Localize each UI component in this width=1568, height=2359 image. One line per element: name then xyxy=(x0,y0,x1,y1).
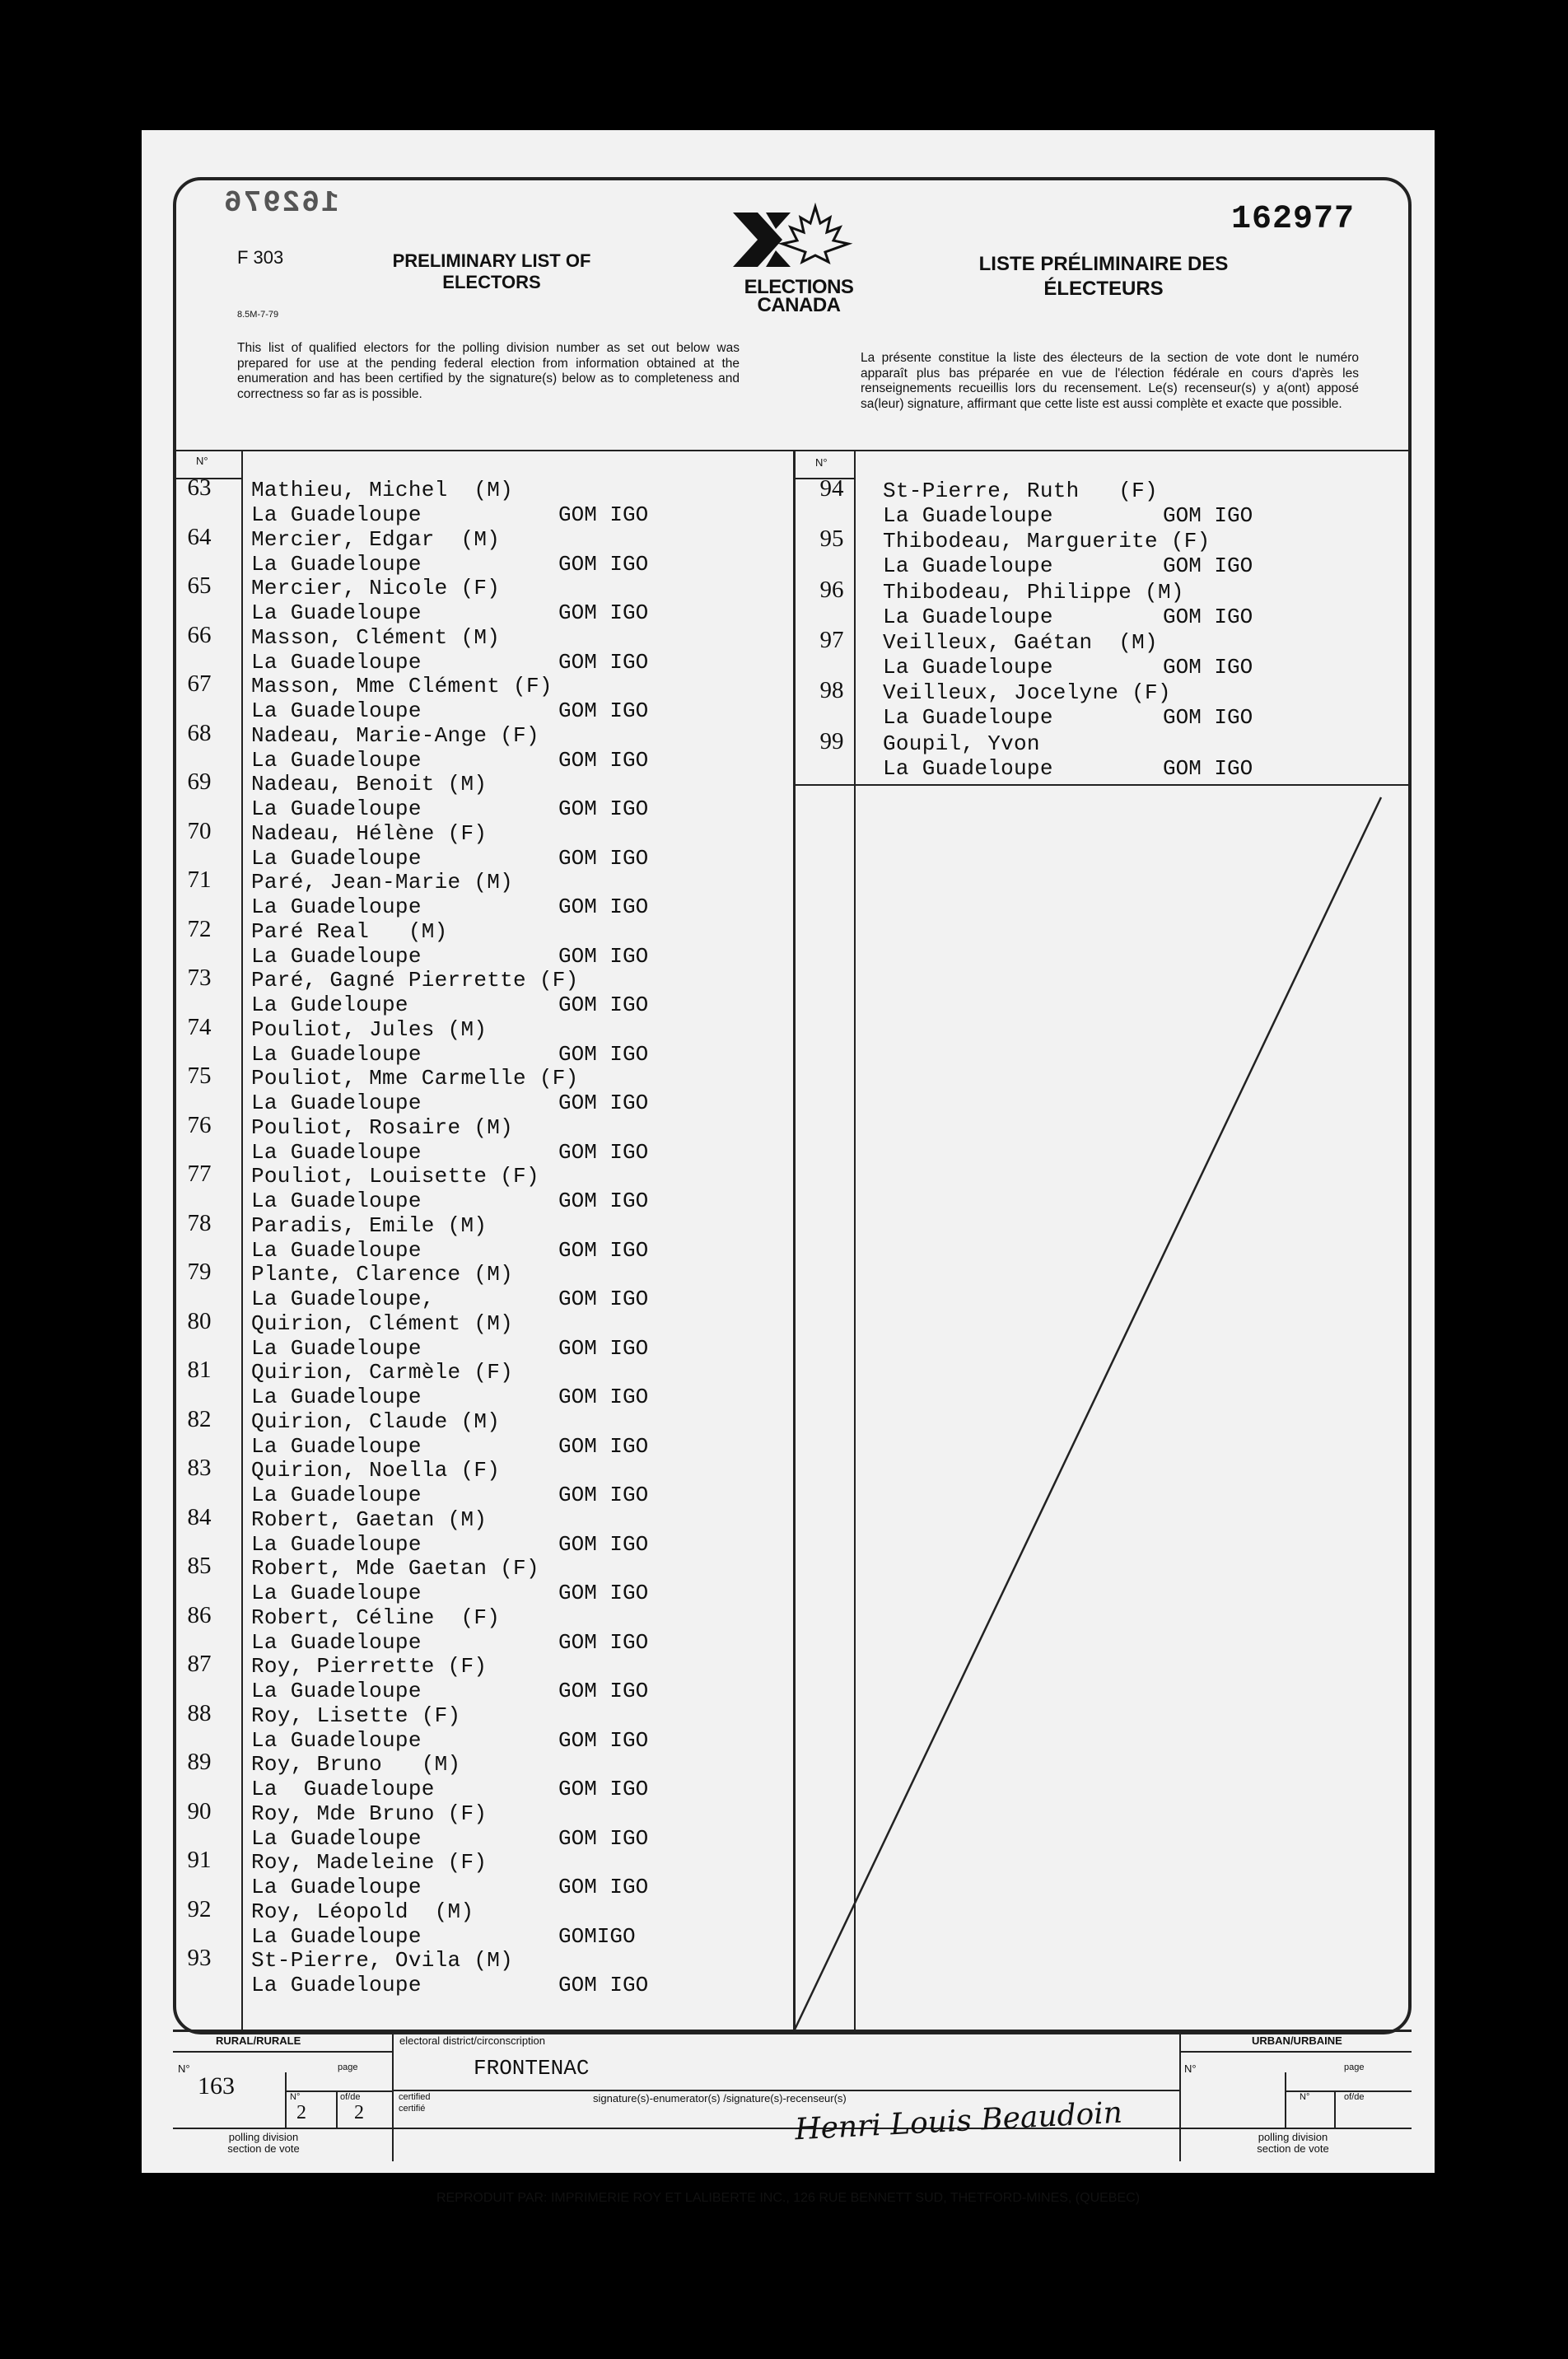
elector-postal-code: GOM IGO xyxy=(558,551,649,577)
elector-address: La Guadeloupe xyxy=(251,1189,422,1213)
polling-label: polling division xyxy=(228,2131,299,2143)
elector-postal-code: GOM IGO xyxy=(558,747,649,773)
elector-number: 64 xyxy=(187,523,212,550)
elector-postal-code: GOM IGO xyxy=(558,895,649,919)
elector-number: 98 xyxy=(819,677,844,704)
elector-name: Goupil, Yvon xyxy=(883,731,1040,756)
elector-postal-code: GOM IGO xyxy=(558,1091,649,1115)
elector-name: Paré, Gagné Pierrette (F) xyxy=(251,968,579,993)
print-code: 8.5M-7-79 xyxy=(237,310,279,320)
elector-number: 88 xyxy=(187,1699,212,1726)
elector-postal-code: GOM IGO xyxy=(558,993,649,1017)
elector-number: 68 xyxy=(187,719,212,746)
elector-number: 85 xyxy=(187,1553,212,1579)
rural-page-no-label: N° xyxy=(290,2092,301,2102)
urban-label: URBAN/URBAINE xyxy=(1252,2034,1342,2047)
elector-address: La Guadeloupe xyxy=(251,1433,422,1459)
signature-label: signature(s)-enumerator(s) /signature(s)-recenseur(s) xyxy=(593,2092,847,2104)
elector-name: Robert, Mde Gaetan (F) xyxy=(251,1556,539,1581)
elector-name: Quirion, Carmèle (F) xyxy=(251,1360,514,1385)
elector-number: 66 xyxy=(187,621,212,648)
elector-name: Paré, Jean-Marie (M) xyxy=(251,870,514,895)
elector-number: 97 xyxy=(819,626,844,653)
certified-label: certified xyxy=(399,2092,431,2102)
elector-name: Nadeau, Hélène (F) xyxy=(251,820,488,846)
elector-number: 90 xyxy=(187,1797,212,1824)
footer-top-rule xyxy=(173,2030,1412,2032)
elector-address: La Guadeloupe xyxy=(251,1777,435,1801)
mirrored-stamp: 162976 xyxy=(222,186,339,220)
elector-name: Mathieu, Michel (M) xyxy=(251,478,514,502)
elector-name: Mercier, Edgar (M) xyxy=(251,526,501,552)
elector-postal-code: GOM IGO xyxy=(558,1531,649,1557)
elector-name: Paré Real (M) xyxy=(251,918,448,944)
elector-name: Masson, Mme Clément (F) xyxy=(251,674,553,698)
urban-label-rule xyxy=(1179,2051,1412,2053)
elector-address: La Guadeloupe xyxy=(883,654,1053,680)
form-code: F 303 xyxy=(237,247,284,268)
elector-address: La Guadeloupe xyxy=(251,895,422,919)
polling-division-number: 163 xyxy=(198,2072,235,2100)
elector-address: La Guadeloupe xyxy=(883,604,1053,629)
elector-name: Robert, Gaetan (M) xyxy=(251,1506,488,1532)
elector-postal-code: GOM IGO xyxy=(1163,705,1253,731)
elector-name: Nadeau, Benoit (M) xyxy=(251,772,488,796)
no-header-left: N° xyxy=(196,455,208,467)
elector-postal-code: GOM IGO xyxy=(1163,503,1253,528)
elector-name: Roy, Pierrette (F) xyxy=(251,1654,488,1679)
elector-postal-code: GOM IGO xyxy=(558,1335,649,1361)
elector-postal-code: GOM IGO xyxy=(558,796,649,821)
elector-postal-code: GOM IGO xyxy=(558,1825,649,1851)
elector-postal-code: GOM IGO xyxy=(558,1875,649,1899)
elector-name: Masson, Clément (M) xyxy=(251,624,501,650)
polling-division-label-right xyxy=(1227,2132,1359,2155)
elector-address: La Guadeloupe xyxy=(251,747,422,773)
elector-number: 79 xyxy=(187,1259,212,1285)
elector-name: Veilleux, Jocelyne (F) xyxy=(883,680,1171,706)
elector-address: La Guadeloupe xyxy=(251,796,422,821)
elector-name: Plante, Clarence (M) xyxy=(251,1262,514,1287)
elector-address: La Guadeloupe xyxy=(251,1385,422,1409)
elector-name: Pouliot, Rosaire (M) xyxy=(251,1114,514,1140)
page-number: 2 xyxy=(296,2102,306,2123)
elector-postal-code: GOM IGO xyxy=(558,943,649,969)
elector-address: La Guadeloupe xyxy=(251,845,422,871)
elector-name: Quirion, Clément (M) xyxy=(251,1310,514,1336)
elector-number: 86 xyxy=(187,1601,212,1628)
elector-postal-code: GOM IGO xyxy=(558,1189,649,1213)
elector-number: 99 xyxy=(819,727,844,754)
enumerator-signature: Henri Louis Beaudoin xyxy=(794,2095,1123,2147)
elector-name: Thibodeau, Marguerite (F) xyxy=(883,529,1211,554)
elector-address: La Guadeloupe xyxy=(251,1531,422,1557)
polling-label-right: polling division xyxy=(1258,2131,1328,2143)
elector-name: Robert, Céline (F) xyxy=(251,1605,501,1630)
elector-address: La Guadeloupe xyxy=(251,1875,422,1899)
elector-number: 63 xyxy=(187,474,212,501)
elector-name: Roy, Mde Bruno (F) xyxy=(251,1801,488,1826)
elector-address: La Guadeloupe xyxy=(251,1825,422,1851)
elector-number: 87 xyxy=(187,1651,212,1677)
elector-address: La Guadeloupe xyxy=(251,1237,422,1263)
elector-address: La Guadeloupe xyxy=(883,554,1053,579)
elector-number: 75 xyxy=(187,1063,212,1089)
elector-number: 77 xyxy=(187,1161,212,1187)
elector-postal-code: GOM IGO xyxy=(558,698,649,723)
elector-address: La Guadeloupe xyxy=(251,1629,422,1655)
printer-credit: REPRODUIT PAR: IMPRIMERIE ROY ET LALIBERTE INC., 126 RUE BENNETT SUD, THETFORD-MINES, (QUEBEC) xyxy=(436,2191,1141,2205)
elector-postal-code: GOM IGO xyxy=(558,1287,649,1311)
elector-postal-code: GOM IGO xyxy=(558,1727,649,1753)
elector-number: 96 xyxy=(819,576,844,603)
elector-number: 71 xyxy=(187,867,212,893)
elector-address: La Guadeloupe xyxy=(251,943,422,969)
elector-address: La Guadeloupe xyxy=(251,1727,422,1753)
urban-no-label: N° xyxy=(1184,2062,1197,2075)
elector-address: La Guadeloupe xyxy=(251,1041,422,1067)
district-value: FRONTENAC xyxy=(474,2056,590,2081)
elector-name: Pouliot, Louisette (F) xyxy=(251,1164,539,1189)
elector-postal-code: GOM IGO xyxy=(1163,604,1253,629)
elector-number: 84 xyxy=(187,1503,212,1530)
elector-address: La Guadeloupe, xyxy=(251,1287,435,1311)
elector-address: La Guadeloupe xyxy=(883,755,1053,781)
footer-divider-left xyxy=(392,2030,394,2161)
elector-number: 92 xyxy=(187,1895,212,1922)
elector-postal-code: GOM IGO xyxy=(1163,755,1253,781)
district-label: electoral district/circonscription xyxy=(399,2034,546,2047)
elector-number: 65 xyxy=(187,572,212,599)
rural-page-rule xyxy=(285,2090,392,2092)
elector-name: Pouliot, Mme Carmelle (F) xyxy=(251,1066,579,1091)
elector-postal-code: GOM IGO xyxy=(558,1237,649,1263)
elector-address: La Guadeloupe xyxy=(251,649,422,675)
rural-of-label: of/de xyxy=(340,2092,361,2102)
elector-number: 89 xyxy=(187,1749,212,1775)
elector-postal-code: GOM IGO xyxy=(558,600,649,625)
polling-division-label-left xyxy=(198,2132,329,2155)
urban-page-no-label: N° xyxy=(1300,2092,1310,2102)
cancel-diagonal-line xyxy=(795,784,1412,2031)
elector-number: 91 xyxy=(187,1847,212,1873)
certifie-label: certifié xyxy=(399,2104,426,2114)
elector-postal-code: GOM IGO xyxy=(558,1679,649,1703)
elector-postal-code: GOM IGO xyxy=(558,502,649,527)
elector-number: 70 xyxy=(187,817,212,844)
urban-page-divider xyxy=(1285,2072,1286,2128)
footer-bottom-rule xyxy=(173,2128,1412,2129)
elector-number: 76 xyxy=(187,1111,212,1138)
elector-number: 67 xyxy=(187,670,212,697)
elector-number: 69 xyxy=(187,768,212,795)
elector-number: 81 xyxy=(187,1357,212,1383)
urban-of-divider xyxy=(1334,2090,1336,2128)
elector-name: Quirion, Noella (F) xyxy=(251,1458,501,1483)
elector-address: La Guadeloupe xyxy=(883,705,1053,731)
rural-page-label: page xyxy=(338,2062,358,2072)
district-rule xyxy=(392,2090,1179,2091)
elector-number: 95 xyxy=(819,526,844,553)
urban-page-label: page xyxy=(1344,2062,1365,2072)
rural-no-label: N° xyxy=(178,2062,190,2075)
elector-name: St-Pierre, Ruth (F) xyxy=(883,479,1158,503)
elector-address: La Guadeloupe xyxy=(251,1973,422,1997)
elector-postal-code: GOM IGO xyxy=(558,1139,649,1165)
table-top-rule xyxy=(173,450,1412,451)
elector-address: La Guadeloupe xyxy=(251,1139,422,1165)
elector-postal-code: GOMIGO xyxy=(558,1923,636,1949)
title-en: PRELIMINARY LIST OF ELECTORS xyxy=(392,250,591,292)
elector-postal-code: GOM IGO xyxy=(1163,554,1253,579)
elector-name: Mercier, Nicole (F) xyxy=(251,576,501,600)
page-total: 2 xyxy=(354,2102,364,2123)
elector-postal-code: GOM IGO xyxy=(1163,654,1253,680)
footer-divider-right xyxy=(1179,2030,1181,2161)
elector-number: 83 xyxy=(187,1455,212,1481)
section-label: section de vote xyxy=(227,2142,300,2155)
elector-postal-code: GOM IGO xyxy=(558,1777,649,1801)
intro-english: This list of qualified electors for the polling division number as set out below was prepared for use at the pending federal election from information obtained at the enumeration and has been certified by the signature(s) below as to completeness and correctness so far as is possible. xyxy=(237,341,740,401)
elector-address: La Guadeloupe xyxy=(251,698,422,723)
urban-of-label: of/de xyxy=(1344,2092,1365,2102)
no-header-right: N° xyxy=(815,456,828,469)
rural-of-divider xyxy=(336,2090,338,2128)
logo-text: ELECTIONS CANADA xyxy=(744,276,854,316)
elector-number: 74 xyxy=(187,1013,212,1040)
elector-address: La Guadeloupe xyxy=(251,1923,422,1949)
elector-address: La Guadeloupe xyxy=(251,1483,422,1507)
elector-address: La Guadeloupe xyxy=(251,502,422,527)
left-number-divider xyxy=(241,450,243,2030)
elector-address: La Guadeloupe xyxy=(883,503,1053,528)
elector-postal-code: GOM IGO xyxy=(558,1433,649,1459)
rural-label: RURAL/RURALE xyxy=(216,2034,301,2047)
elector-name: Quirion, Claude (M) xyxy=(251,1408,501,1434)
elector-number: 73 xyxy=(187,965,212,991)
elector-postal-code: GOM IGO xyxy=(558,1629,649,1655)
elector-postal-code: GOM IGO xyxy=(558,1041,649,1067)
elector-address: La Guadeloupe xyxy=(251,600,422,625)
elector-number: 78 xyxy=(187,1209,212,1236)
elector-name: St-Pierre, Ovila (M) xyxy=(251,1948,514,1973)
elector-number: 72 xyxy=(187,915,212,942)
elector-name: Veilleux, Gaétan (M) xyxy=(883,629,1158,655)
elections-canada-logo-icon xyxy=(725,203,869,281)
title-fr: LISTE PRÉLIMINAIRE DES ÉLECTEURS xyxy=(978,253,1229,300)
elector-address: La Guadeloupe xyxy=(251,1091,422,1115)
elector-name: Pouliot, Jules (M) xyxy=(251,1016,488,1042)
elector-number: 80 xyxy=(187,1307,212,1334)
elector-address: La Guadeloupe xyxy=(251,551,422,577)
elector-address: La Guadeloupe xyxy=(251,1581,422,1605)
elector-name: Roy, Bruno (M) xyxy=(251,1752,461,1777)
elector-postal-code: GOM IGO xyxy=(558,1973,649,1997)
rural-page-divider xyxy=(285,2072,287,2128)
elector-postal-code: GOM IGO xyxy=(558,1581,649,1605)
elector-name: Roy, Léopold (M) xyxy=(251,1899,474,1924)
elector-number: 93 xyxy=(187,1945,212,1971)
elector-number: 94 xyxy=(819,475,844,502)
elector-name: Thibodeau, Philippe (M) xyxy=(883,579,1184,605)
elector-address: La Guadeloupe xyxy=(251,1679,422,1703)
elector-postal-code: GOM IGO xyxy=(558,1483,649,1507)
elector-name: Nadeau, Marie-Ange (F) xyxy=(251,722,539,748)
rural-label-rule xyxy=(173,2051,392,2053)
elector-postal-code: GOM IGO xyxy=(558,845,649,871)
elector-postal-code: GOM IGO xyxy=(558,1385,649,1409)
elector-address: La Gudeloupe xyxy=(251,993,408,1017)
elector-postal-code: GOM IGO xyxy=(558,649,649,675)
elector-name: Paradis, Emile (M) xyxy=(251,1212,488,1238)
elector-address: La Guadeloupe xyxy=(251,1335,422,1361)
elector-name: Roy, Lisette (F) xyxy=(251,1703,461,1728)
serial-number: 162977 xyxy=(1231,201,1356,238)
elector-name: Roy, Madeleine (F) xyxy=(251,1850,488,1875)
intro-french: La présente constitue la liste des électeurs de la section de vote dont le numéro apparaît plus bas préparée en vue de l'élection fédérale en cours d'après les renseignements recueillis lors du recensement. Le(s) recenseur(s) y a(ont) apposé sa(leur) signature, affirmant que cette liste est aussi complète et exacte que possible. xyxy=(861,351,1359,411)
section-label-right: section de vote xyxy=(1257,2142,1329,2155)
elector-number: 82 xyxy=(187,1405,212,1432)
